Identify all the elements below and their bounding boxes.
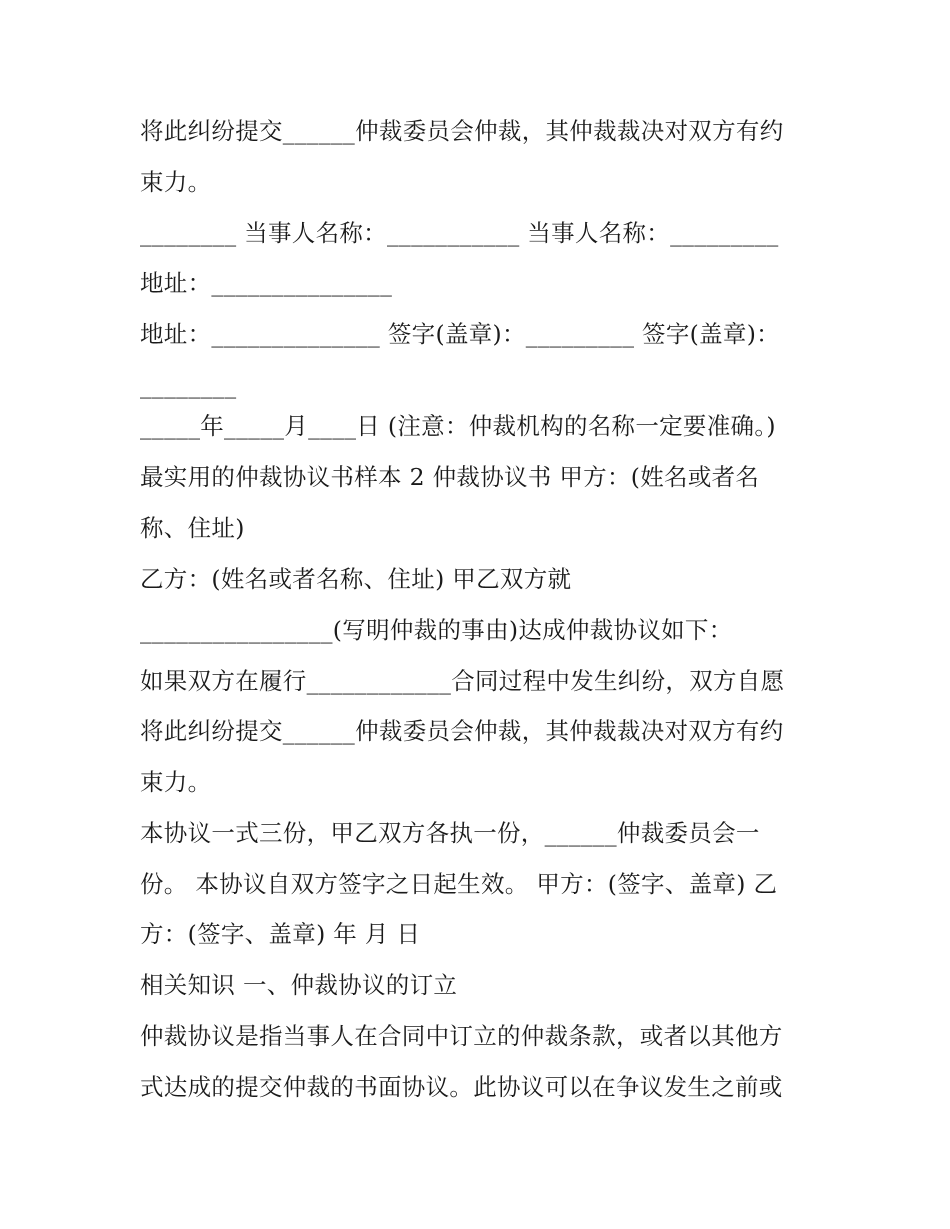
text-line: 式达成的提交仲裁的书面协议。此协议可以在争议发生之前或 (140, 1073, 783, 1101)
text-line: ________ 当事人名称：___________ 当事人名称：_________ (140, 219, 779, 247)
text-line: _____年_____月____日 (注意：仲裁机构的名称一定要准确。) (140, 412, 776, 440)
text-line: 仲裁协议是指当事人在合同中订立的仲裁条款，或者以其他方 (140, 1022, 783, 1050)
text-line: 将此纠纷提交______仲裁委员会仲裁，其仲裁裁决对双方有约 (140, 717, 784, 745)
text-line: 地址：______________ 签字(盖章)：_________ 签字(盖章)： (140, 320, 780, 348)
text-line: 方：(签字、盖章) 年 月 日 (140, 920, 421, 948)
text-line: ________________(写明仲裁的事由)达成仲裁协议如下： (140, 616, 733, 644)
text-line: 称、住址) (140, 514, 245, 542)
text-line: 份。 本协议自双方签字之日起生效。 甲方：(签字、盖章) 乙 (140, 870, 778, 898)
text-line: 束力。 (140, 768, 212, 796)
section-heading: 相关知识 一、仲裁协议的订立 (140, 971, 458, 999)
text-line: 本协议一式三份，甲乙双方各执一份，______仲裁委员会一 (140, 819, 760, 847)
text-line: 将此纠纷提交______仲裁委员会仲裁，其仲裁裁决对双方有约 (140, 117, 784, 145)
text-line: 如果双方在履行____________合同过程中发生纠纷，双方自愿 (140, 667, 785, 695)
text-line: 束力。 (140, 168, 212, 196)
text-line: 最实用的仲裁协议书样本 2 仲裁协议书 甲方：(姓名或者名 (140, 463, 760, 491)
text-line: 地址：_______________ (140, 269, 393, 297)
text-line: ________ (140, 371, 237, 399)
text-line: 乙方：(姓名或者名称、住址) 甲乙双方就 (140, 565, 572, 593)
